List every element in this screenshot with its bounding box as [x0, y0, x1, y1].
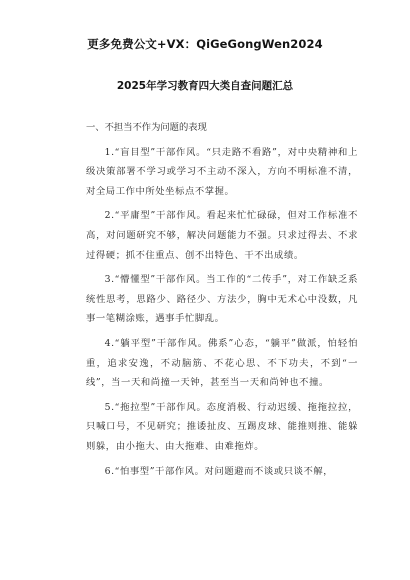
paragraph: 1.“盲目型”干部作风。“只走路不看路”，对中央精神和上级决策部署不学习或学习不主动不深入，方向不明标准不清，对全局工作中所处坐标点不掌握。: [86, 146, 358, 197]
section-heading: 一、不担当不作为问题的表现: [86, 122, 207, 133]
document-body: [86, 118, 358, 486]
paragraph: 6.“怕事型”干部作风。对问题避而不谈或只谈不解，: [104, 465, 334, 477]
paragraph: 3.“懵懂型”干部作风。当工作的“二传手”，对工作缺乏系统性思考，思路少、路径少、方法少，胸中无术心中没数，凡事一笔糊涂账，遇事手忙脚乱。: [86, 274, 358, 325]
paragraph: 2.“平庸型”干部作风。看起来忙忙碌碌，但对工作标准不高，对问题研究不够，解决问题能力不强。只求过得去、不求过得硬；抓不住重点、创不出特色、干不出成绩。: [86, 210, 358, 261]
watermark-header: 更多免费公文+VX：QiGeGongWen2024: [87, 37, 323, 51]
paragraph: 4.“躺平型”干部作风。佛系”心态，“躺平”做派，怕轻怕重，追求安逸，不动脑筋、不花心思、不下功夫，不到“一线”，当一天和尚撞一天钟，甚至当一天和尚钟也不撞。: [86, 337, 358, 389]
paragraph: 5.“拖拉型”干部作风。态度消极、行动迟缓、拖拖拉拉，只喊口号，不见研究；推诿扯皮、互踢皮球、能推则推、能躲则躲，由小拖大、由大拖难、由难拖炸。: [86, 401, 358, 452]
document-title: 2025年学习教育四大类自查问题汇总: [116, 80, 294, 92]
